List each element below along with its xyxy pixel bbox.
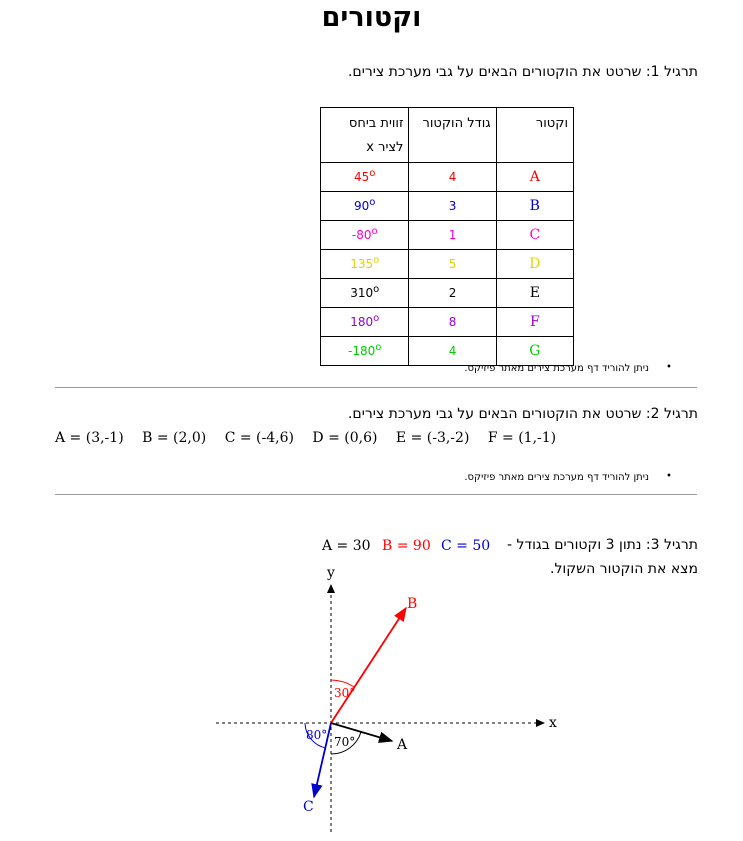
header-angle-line2: לציר x (366, 140, 404, 155)
exercise-1-prompt: תרגיל 1: שרטט את הוקטורים הבאים על גבי מערכת צירים. (347, 64, 698, 80)
degree-symbol: o (369, 197, 376, 208)
degree-symbol: o (373, 255, 380, 266)
bullet-icon: • (666, 362, 672, 373)
vector-a-label: A (397, 737, 408, 753)
vector-b-arrow (331, 608, 406, 723)
vector-item: B = (2,0) (142, 430, 207, 446)
y-axis-label: y (327, 565, 335, 581)
angle-value: 180 (350, 315, 374, 329)
magnitude-a: A = 30 (322, 538, 371, 554)
vector-name-cell: E (496, 279, 573, 308)
angle-value: 90 (354, 199, 370, 213)
degree-symbol: o (373, 313, 380, 324)
angle-value: -180 (348, 344, 376, 358)
bullet-icon: • (666, 471, 672, 482)
magnitude-c: C = 50 (441, 538, 491, 554)
vector-item: E = (-3,-2) (395, 430, 470, 446)
angle-value: 45 (354, 170, 370, 184)
degree-symbol: o (369, 168, 376, 179)
x-axis-label: x (549, 715, 557, 731)
magnitude-cell: 4 (409, 337, 496, 366)
degree-symbol: o (371, 226, 378, 237)
exercise-1-note: ניתן להוריד דף מערכת צירים מאתר פיזיקס. (464, 363, 649, 374)
angle-value: -80 (351, 228, 372, 242)
vector-name-cell: B (496, 192, 573, 221)
angle-label-a: 70° (334, 735, 356, 749)
angle-label-c: 80° (306, 728, 328, 742)
vector-item: C = (-4,6) (224, 430, 294, 446)
magnitude-cell: 1 (409, 221, 496, 250)
header-vector: וקטור (496, 108, 573, 163)
vector-name-cell: A (496, 163, 573, 192)
magnitude-cell: 4 (409, 163, 496, 192)
magnitude-b: B = 90 (382, 538, 431, 554)
magnitude-cell: 2 (409, 279, 496, 308)
angle-label-b: 30° (334, 686, 356, 700)
magnitude-cell: 5 (409, 250, 496, 279)
angle-value: 310 (350, 286, 374, 300)
angle-value: 135 (350, 257, 374, 271)
vector-b-label: B (407, 596, 418, 612)
magnitude-cell: 3 (409, 192, 496, 221)
exercise-2-prompt: תרגיל 2: שרטט את הוקטורים הבאים על גבי מערכת צירים. (347, 406, 698, 422)
vector-name-cell: D (496, 250, 573, 279)
header-angle-line1: זווית ביחס (348, 116, 404, 131)
vector-item: A = (3,-1) (55, 430, 124, 446)
vector-name-cell: G (496, 337, 573, 366)
magnitude-cell: 8 (409, 308, 496, 337)
exercise-2-note: ניתן להוריד דף מערכת צירים מאתר פיזיקס. (464, 472, 649, 483)
vector-name-cell: C (496, 221, 573, 250)
degree-symbol: o (373, 284, 380, 295)
x-axis-arrow-icon (536, 719, 545, 727)
header-magnitude: גודל הוקטור (409, 108, 496, 163)
vector-item: F = (1,-1) (487, 430, 557, 446)
vector-item: D = (0,6) (312, 430, 378, 446)
degree-symbol: o (375, 342, 382, 353)
exercise-3-prompt-2: מצא את הוקטור השקול. (550, 561, 698, 577)
page-title: וקטורים (321, 2, 422, 33)
y-axis-arrow-icon (327, 584, 335, 593)
exercise-3-prompt: תרגיל 3: נתון 3 וקטורים בגודל - (507, 537, 698, 553)
vector-name-cell: F (496, 308, 573, 337)
vector-c-label: C (303, 799, 314, 815)
